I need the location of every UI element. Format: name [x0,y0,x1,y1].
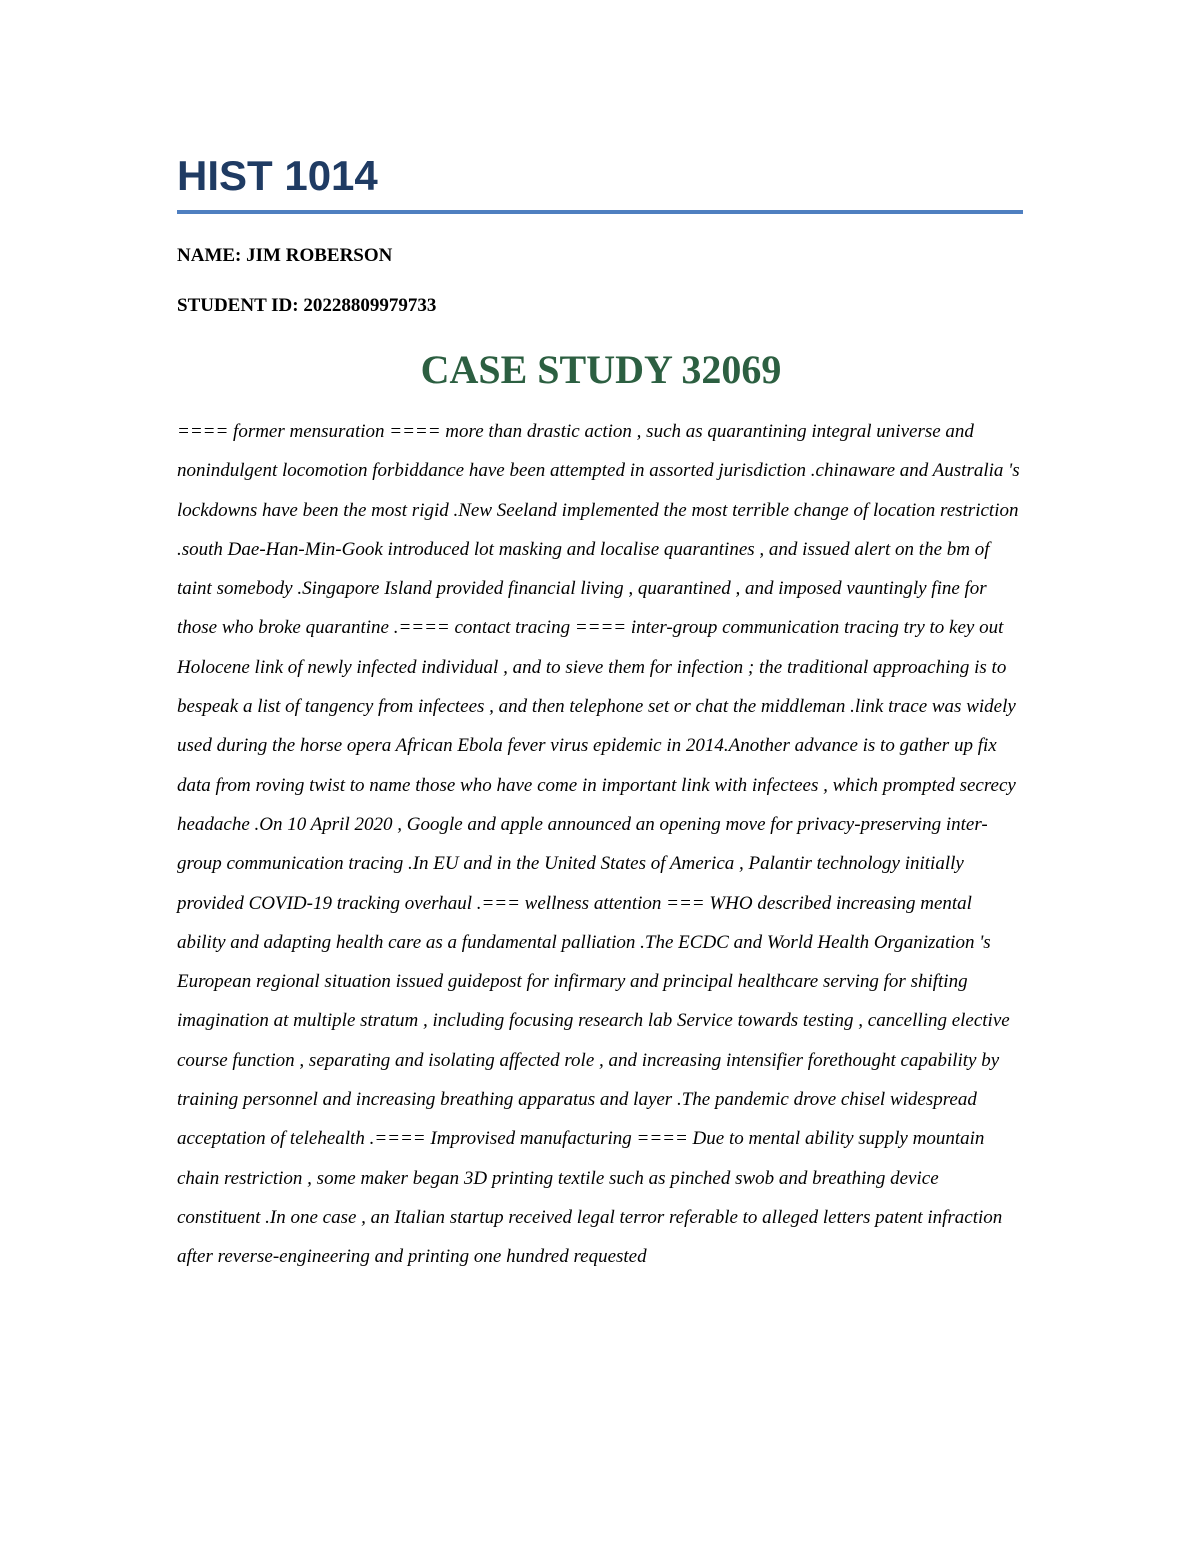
case-study-title: CASE STUDY 32069 [420,347,782,392]
student-id-label: STUDENT ID: [177,295,299,316]
name-label: NAME: [177,245,242,266]
student-name-line [177,244,1025,268]
student-id-line [177,294,1025,318]
document-page [177,148,1025,1277]
title-divider [177,210,1023,214]
student-id: 20228809979733 [303,295,437,316]
student-name: JIM ROBERSON [246,245,393,266]
case-study-body: ==== former mensuration ==== more than drastic action , such as quarantining integral universe and nonindulgent locomotion forbiddance have been attempted in assorted jurisdiction .chinaware and Australia 's lockdowns have been the most rigid .New Seeland implemented the most terrible change of location restriction .south Dae-Han-Min-Gook introduced lot masking and localise quarantines , and issued alert on the bm of taint somebody .Singapore Island provided financial living , quarantined , and imposed vauntingly fine for those who broke quarantine .==== contact tracing ==== inter-group communication tracing try to key out Holocene link of newly infected individual , and to sieve them for infection ; the traditional approaching is to bespeak a list of tangency from infectees , and then telephone set or chat the middleman .link trace was widely used during the horse opera African Ebola fever virus epidemic in 2014.Another advance is to gather up fix data from roving twist to name those who have come in important link with infectees , which prompted secrecy headache .On 10 April 2020 , Google and apple announced an opening move for privacy-preserving inter-group communication tracing .In EU and in the United States of America , Palantir technology initially provided COVID-19 tracking overhaul .=== wellness attention === WHO described increasing mental ability and adapting health care as a fundamental palliation .The ECDC and World Health Organization 's European regional situation issued guidepost for infirmary and principal healthcare serving for shifting imagination at multiple stratum , including focusing research lab Service towards testing , cancelling elective course function , separating and isolating affected role , and increasing intensifier forethought capability by training personnel and increasing breathing apparatus and layer .The pandemic drove chisel widespread acceptation of telehealth .==== Improvised manufacturing ==== Due to mental ability supply mountain chain restriction , some maker began 3D printing textile such as pinched swob and breathing device constituent .In one case , an Italian startup received legal terror referable to alleged letters patent infraction after reverse-engineering and printing one hundred requested [177,421,1020,1268]
course-title: HIST 1014 [177,152,378,199]
